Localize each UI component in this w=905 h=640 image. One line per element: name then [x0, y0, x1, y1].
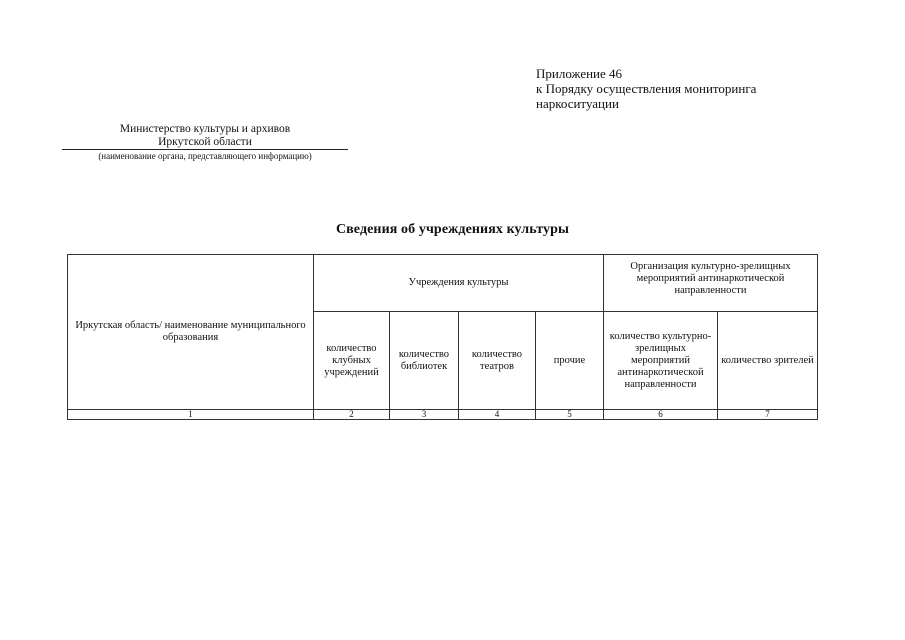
column-number: 7: [718, 410, 818, 420]
header-libraries-label: количество библиотек: [398, 348, 450, 372]
header-group-institutions-label: Учреждения культуры: [408, 277, 509, 288]
header-theatres-label: количество театров: [471, 348, 523, 372]
header-other: [536, 312, 604, 410]
header-theatres: [459, 312, 536, 410]
header-other-label: прочие: [553, 354, 586, 366]
header-spectators-label: количество зрителей: [721, 354, 814, 366]
organization-block: [62, 123, 348, 162]
organization-name-line-1: Министерство культуры и архивов: [119, 123, 291, 135]
header-spectators: [718, 312, 818, 410]
organization-name-line-2: Иркутской области: [62, 136, 348, 150]
header-clubs: [314, 312, 390, 410]
header-events-count-label: количество культурно-зрелищных мероприятий антинаркотической направленности: [609, 330, 712, 390]
column-number: 3: [390, 410, 459, 420]
column-number: 2: [314, 410, 390, 420]
culture-institutions-table: [67, 254, 818, 420]
header-events-count: [604, 312, 718, 410]
column-number: 4: [459, 410, 536, 420]
header-region-label: Иркутская область/ наименование муниципального образования: [75, 320, 306, 343]
appendix-line-3: наркоситуации: [536, 96, 619, 111]
column-number: 1: [68, 410, 314, 420]
header-group-events: [604, 255, 818, 312]
column-number: 5: [536, 410, 604, 420]
appendix-line-1: Приложение 46: [536, 66, 623, 81]
column-number: 6: [604, 410, 718, 420]
document-title: Сведения об учреждениях культуры: [335, 222, 570, 237]
organization-caption: (наименование органа, представляющего информацию): [98, 151, 312, 161]
header-region: [68, 255, 314, 410]
appendix-line-2: к Порядку осуществления мониторинга: [536, 81, 757, 96]
header-libraries: [390, 312, 459, 410]
header-clubs-label: количество клубных учреждений: [324, 342, 379, 378]
header-group-events-label: Организация культурно-зрелищных мероприятий антинаркотической направленности: [630, 261, 791, 296]
header-group-institutions: [314, 255, 604, 312]
appendix-note: [536, 66, 756, 111]
